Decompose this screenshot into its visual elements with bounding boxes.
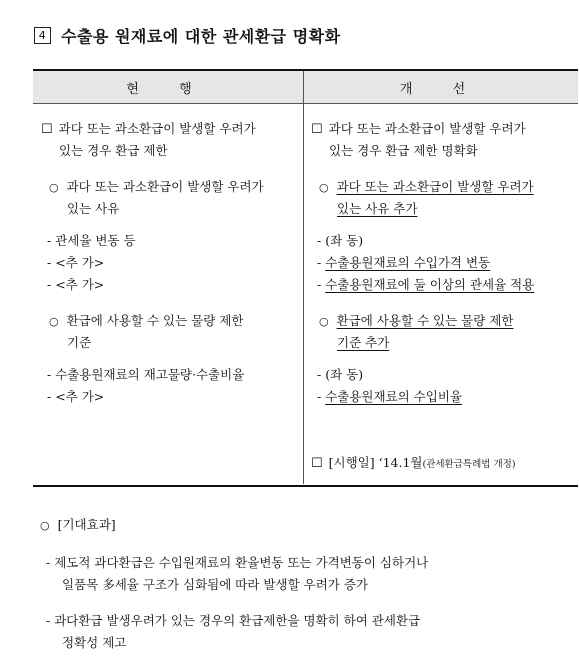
table-body bbox=[33, 104, 578, 484]
current-sub2-line2: 기준 bbox=[67, 335, 92, 350]
circle-bullet-icon: ○ bbox=[319, 181, 329, 194]
current-sub1-line2: 있는 사유 bbox=[67, 201, 120, 216]
current-detail-4: - 수출용원재료의 재고물량·수출비율 bbox=[47, 367, 245, 382]
effect-1-line2: 일품목 多세율 구조가 심화됨에 따라 발생할 우려가 증가 bbox=[62, 577, 368, 592]
current-detail-1: - 관세율 변동 등 bbox=[47, 233, 136, 248]
effect-1-line1: - 제도적 과다환급은 수입원재료의 환율변동 또는 가격변동이 심하거나 bbox=[46, 555, 429, 570]
square-bullet-icon: ☐ bbox=[311, 456, 323, 471]
table-header bbox=[33, 71, 578, 104]
circle-bullet-icon: ○ bbox=[49, 181, 59, 194]
improved-detail-2: - 수출용원재료의 수입가격 변동 bbox=[317, 255, 491, 270]
circle-bullet-icon: ○ bbox=[319, 315, 329, 328]
current-sub1-line1: ○ 과다 또는 과소환급이 발생할 우려가 bbox=[49, 179, 264, 194]
improved-detail-1: - (좌 동) bbox=[317, 233, 364, 248]
improved-detail-3: - 수출용원재료에 둘 이상의 관세율 적용 bbox=[317, 277, 535, 292]
section-number-box: 4 bbox=[34, 27, 51, 44]
header-current: 현 행 bbox=[33, 71, 304, 103]
square-bullet-icon: ☐ bbox=[41, 122, 53, 137]
current-main-line2: 있는 경우 환급 제한 bbox=[59, 143, 168, 158]
improved-sub1-line1: ○ 과다 또는 과소환급이 발생할 우려가 bbox=[319, 179, 534, 194]
improved-detail-5: - 수출용원재료의 수입비율 bbox=[317, 389, 463, 404]
current-sub2-line1: ○ 환급에 사용할 수 있는 물량 제한 bbox=[49, 313, 244, 328]
section-title bbox=[34, 24, 341, 47]
effects-heading: ○ [기대효과] bbox=[40, 517, 116, 532]
current-detail-2: - <추 가> bbox=[47, 255, 105, 270]
improved-sub1-line2: 있는 사유 추가 bbox=[337, 201, 418, 216]
circle-bullet-icon: ○ bbox=[49, 315, 59, 328]
square-bullet-icon: ☐ bbox=[311, 122, 323, 137]
effect-2-line1: - 과다환급 발생우려가 있는 경우의 환급제한을 명확히 하여 관세환급 bbox=[46, 613, 421, 628]
column-divider bbox=[303, 104, 304, 484]
comparison-table bbox=[33, 69, 578, 487]
effect-2-line2: 정확성 제고 bbox=[62, 635, 127, 650]
current-main-line1: ☐ 과다 또는 과소환급이 발생할 우려가 bbox=[41, 121, 256, 137]
improved-detail-4: - (좌 동) bbox=[317, 367, 364, 382]
current-detail-3: - <추 가> bbox=[47, 277, 105, 292]
improved-main-line2: 있는 경우 환급 제한 명확화 bbox=[329, 143, 478, 158]
improved-main-line1: ☐ 과다 또는 과소환급이 발생할 우려가 bbox=[311, 121, 526, 137]
section-title-text: 수출용 원재료에 대한 관세환급 명확화 bbox=[61, 27, 341, 46]
header-improved: 개 선 bbox=[399, 81, 484, 97]
enforcement-date: ☐ [시행일] ‘14.1월(관세환급특례법 개정) bbox=[311, 455, 516, 471]
improved-sub2-line1: ○ 환급에 사용할 수 있는 물량 제한 bbox=[319, 313, 514, 328]
circle-bullet-icon: ○ bbox=[40, 519, 50, 532]
current-detail-5: - <추 가> bbox=[47, 389, 105, 404]
improved-sub2-line2: 기준 추가 bbox=[337, 335, 390, 350]
